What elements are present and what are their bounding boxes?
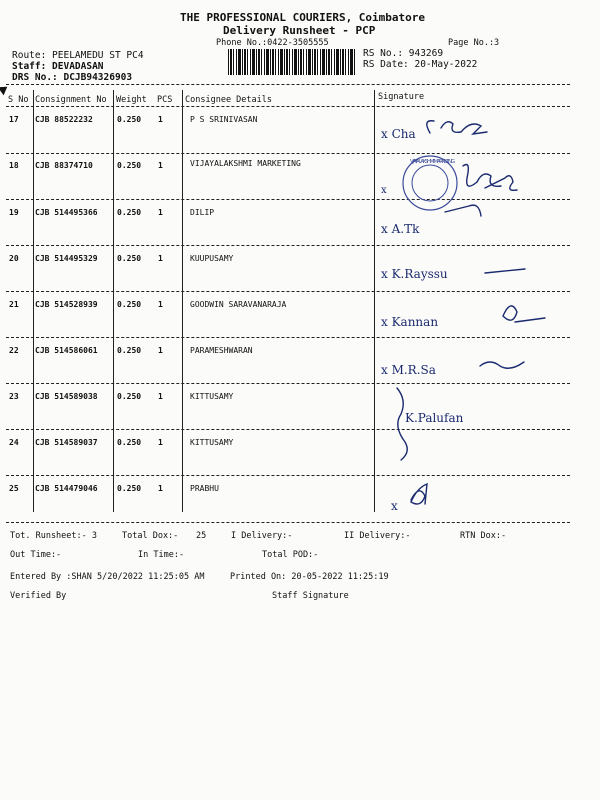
total-dox-value: 25 [196, 531, 207, 541]
row-consignee: VIJAYALAKSHMI MARKETING [190, 159, 301, 168]
signature-18: x [381, 185, 387, 196]
staff: Staff: DEVADASAN [12, 61, 104, 72]
header-sno: S No [8, 95, 29, 105]
total-pod: Total POD:- [262, 550, 319, 560]
row-pcs: 1 [158, 300, 163, 309]
signature-19: x A.Tk [381, 222, 420, 236]
row-consignee: PRABHU [190, 484, 219, 493]
row-consignee: P S SRINIVASAN [190, 115, 258, 124]
page-number: Page No.:3 [448, 38, 500, 48]
header-consignee: Consignee Details [185, 95, 272, 105]
row-sno: 23 [9, 392, 19, 401]
signature-23: K.Palufan [405, 411, 464, 425]
total-runsheet: Tot. Runsheet:- 3 [10, 531, 97, 541]
row-pcs: 1 [158, 392, 163, 401]
row-pcs: 1 [158, 115, 163, 124]
row-weight: 0.250 [117, 115, 142, 124]
row-consignee: PARAMESHWARAN [190, 346, 253, 355]
rs-date: RS Date: 20-May-2022 [363, 59, 478, 70]
row-sno: 19 [9, 208, 19, 217]
header-pcs: PCS [157, 95, 173, 105]
row-consignee: KUUPUSAMY [190, 254, 234, 263]
header-consignment: Consignment No [35, 95, 107, 105]
row-pcs: 1 [158, 484, 163, 493]
barcode [228, 49, 356, 75]
row-weight: 0.250 [117, 208, 142, 217]
row-consignment: CJB 514589038 [35, 392, 98, 401]
rtn-dox: RTN Dox:- [460, 531, 507, 541]
header-signature: Signature [378, 92, 425, 102]
signature-17: x Cha [381, 127, 416, 141]
row-consignment: CJB 514479046 [35, 484, 98, 493]
row-consignment: CJB 88522232 [35, 115, 93, 124]
signature-25: x [391, 499, 398, 513]
signatures-area [375, 108, 570, 518]
row-weight: 0.250 [117, 438, 142, 447]
row-consignee: KITTUSAMY [190, 438, 234, 447]
row-pcs: 1 [158, 208, 163, 217]
row-pcs: 1 [158, 254, 163, 263]
row-consignment: CJB 514586061 [35, 346, 98, 355]
printed-on: Printed On: 20-05-2022 11:25:19 [230, 572, 389, 582]
row-sno: 24 [9, 438, 19, 447]
row-consignment: CJB 514495366 [35, 208, 98, 217]
phone-number: Phone No.:0422-3505555 [216, 38, 329, 48]
table-top-line [6, 84, 570, 85]
row-consignment: CJB 514589037 [35, 438, 98, 447]
out-time: Out Time:- [10, 550, 62, 560]
ii-delivery: II Delivery:- [344, 531, 411, 541]
row-consignment: CJB 514495329 [35, 254, 98, 263]
drs-number: DRS No.: DCJB94326903 [12, 72, 133, 83]
i-delivery: I Delivery:- [231, 531, 293, 541]
signature-22: x M.R.Sa [381, 363, 436, 377]
row-sno: 25 [9, 484, 19, 493]
header-weight: Weight [116, 95, 147, 105]
seal-text: VIJAYALAKSHMI MARKETING [410, 159, 455, 165]
row-consignment: CJB 88374710 [35, 161, 93, 170]
total-dox-label: Total Dox:- [122, 531, 179, 541]
signature-21: x Kannan [381, 315, 439, 329]
row-sno: 21 [9, 300, 19, 309]
staff-signature: Staff Signature [272, 591, 349, 601]
rs-number: RS No.: 943269 [363, 48, 444, 59]
company-title: THE PROFESSIONAL COURIERS, Coimbatore [180, 11, 426, 24]
row-pcs: 1 [158, 438, 163, 447]
verified-by: Verified By [10, 591, 67, 601]
row-consignee: DILIP [190, 208, 215, 217]
row-sno: 18 [9, 161, 19, 170]
in-time: In Time:- [138, 550, 185, 560]
row-pcs: 1 [158, 161, 163, 170]
row-pcs: 1 [158, 346, 163, 355]
row-consignee: KITTUSAMY [190, 392, 234, 401]
row-sno: 22 [9, 346, 19, 355]
row-weight: 0.250 [117, 392, 142, 401]
row-weight: 0.250 [117, 161, 142, 170]
row-weight: 0.250 [117, 346, 142, 355]
table-bottom-line [6, 522, 570, 523]
row-sno: 17 [9, 115, 19, 124]
row-consignment: CJB 514528939 [35, 300, 98, 309]
signature-20: x K.Rayssu [381, 267, 448, 281]
document-title: Delivery Runsheet - PCP [223, 24, 376, 37]
row-weight: 0.250 [117, 254, 142, 263]
row-sno: 20 [9, 254, 19, 263]
entered-by: Entered By :SHAN 5/20/2022 11:25:05 AM [10, 572, 205, 582]
route: Route: PEELAMEDU ST PC4 [12, 50, 144, 61]
row-consignee: GOODWIN SARAVANARAJA [190, 300, 287, 309]
row-weight: 0.250 [117, 484, 142, 493]
row-weight: 0.250 [117, 300, 142, 309]
header-bottom-line [6, 106, 570, 107]
